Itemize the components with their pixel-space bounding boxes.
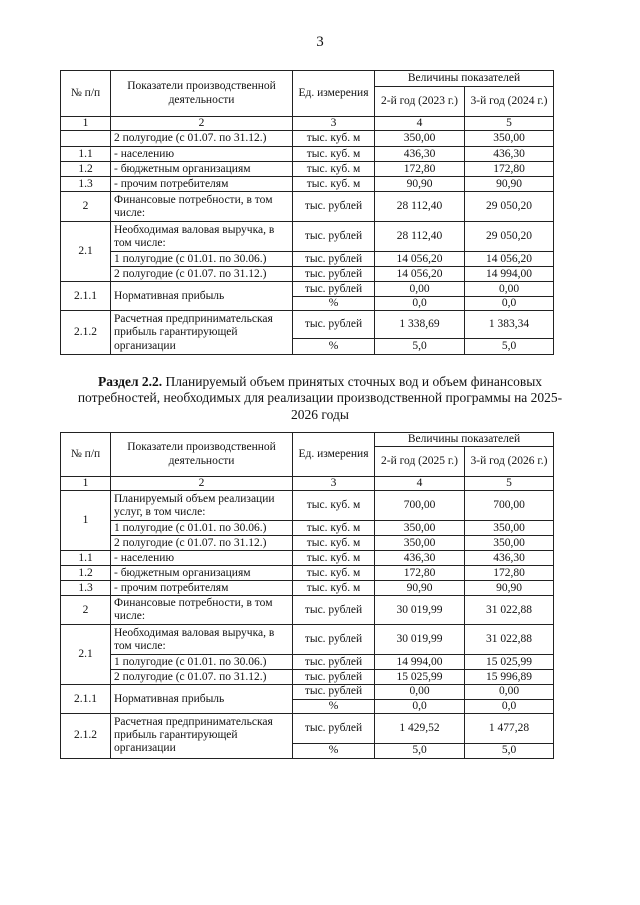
table-row: [61, 521, 554, 536]
table-cell: 30 019,99: [375, 625, 465, 655]
table-row: [61, 670, 554, 685]
table-cell: тыс. куб. м: [293, 581, 375, 596]
table-cell: - прочим потребителям: [111, 581, 293, 596]
table-cell: 436,30: [375, 551, 465, 566]
table-cell: 30 019,99: [375, 596, 465, 625]
table-cell: 4: [375, 117, 465, 131]
table-cell: 2 полугодие (с 01.07. по 31.12.): [111, 267, 293, 282]
table-cell: тыс. рублей: [293, 252, 375, 267]
section-label: Раздел 2.2.: [97, 374, 163, 389]
table-row: [61, 267, 554, 282]
table-row: [61, 252, 554, 267]
table-cell: тыс. рублей: [293, 655, 375, 670]
table-cell: 5,0: [465, 743, 554, 758]
table-row: [61, 536, 554, 551]
table-row: [61, 625, 554, 655]
table-cell: 700,00: [465, 491, 554, 521]
table-cell: тыс. рублей: [293, 311, 375, 339]
table-cell: 28 112,40: [375, 192, 465, 222]
table-row: [61, 311, 554, 339]
table-cell: 1: [61, 491, 111, 551]
table-cell: 2 полугодие (с 01.07. по 31.12.): [111, 131, 293, 147]
table-cell: 15 025,99: [465, 655, 554, 670]
table-2023-2024: [60, 70, 554, 355]
table-cell: 1 полугодие (с 01.01. по 30.06.): [111, 252, 293, 267]
table-cell: тыс. куб. м: [293, 131, 375, 147]
table-cell: 28 112,40: [375, 222, 465, 252]
table-cell: тыс. рублей: [293, 625, 375, 655]
table-cell: 4: [375, 477, 465, 491]
table-row: [61, 655, 554, 670]
section-title: Планируемый объем принятых сточных вод и объем финансовых потребностей, необходимых для реализации производственной программы на 2025-2026 годы: [77, 374, 563, 422]
table-row: [61, 581, 554, 596]
table-cell: тыс. куб. м: [293, 536, 375, 551]
table-cell: - бюджетным организациям: [111, 162, 293, 177]
table-cell: тыс. куб. м: [293, 551, 375, 566]
header-indicator: Показатели производственной деятельности: [111, 433, 293, 477]
table-cell: 29 050,20: [465, 222, 554, 252]
page-number: 3: [316, 34, 324, 50]
table-cell: 350,00: [375, 521, 465, 536]
table-row: [61, 192, 554, 222]
table-cell: тыс. рублей: [293, 713, 375, 743]
table-row: [61, 177, 554, 192]
table-cell: 2: [111, 477, 293, 491]
header-year-3: 3-й год (2024 г.): [465, 87, 554, 117]
table-cell: 0,00: [375, 282, 465, 297]
table-cell: Расчетная предпринимательская прибыль гарантирующей организации: [111, 713, 293, 758]
table-cell: 1.1: [61, 551, 111, 566]
table-cell: 350,00: [465, 536, 554, 551]
table-cell: 436,30: [465, 147, 554, 162]
table-cell: 2: [61, 596, 111, 625]
table-cell: 172,80: [465, 162, 554, 177]
table-cell: тыс. куб. м: [293, 177, 375, 192]
table-cell: 172,80: [375, 566, 465, 581]
table-cell: тыс. рублей: [293, 222, 375, 252]
table-cell: 5: [465, 117, 554, 131]
table-cell: 0,00: [375, 685, 465, 699]
header-unit: Ед. измерения: [293, 71, 375, 117]
table-cell: 700,00: [375, 491, 465, 521]
table-cell: тыс. куб. м: [293, 566, 375, 581]
header-indicator: Показатели производственной деятельности: [111, 71, 293, 117]
table-cell: 350,00: [465, 521, 554, 536]
table-row: [61, 222, 554, 252]
header-unit: Ед. измерения: [293, 433, 375, 477]
table-cell: [61, 131, 111, 147]
table-cell: 90,90: [465, 581, 554, 596]
header-year-3: 3-й год (2026 г.): [465, 447, 554, 477]
table-cell: 90,90: [375, 581, 465, 596]
table-cell: 5,0: [375, 743, 465, 758]
table-cell: тыс. рублей: [293, 267, 375, 282]
table-cell: 3: [293, 117, 375, 131]
table-cell: 1.3: [61, 581, 111, 596]
table-2025-2026: [60, 432, 554, 759]
table-row: [61, 713, 554, 743]
table-cell: 1.3: [61, 177, 111, 192]
header-values: Величины показателей: [375, 71, 554, 87]
table-cell: 350,00: [375, 536, 465, 551]
table-cell: Планируемый объем реализации услуг, в том числе:: [111, 491, 293, 521]
table-cell: 0,00: [465, 685, 554, 699]
table-cell: 1: [61, 477, 111, 491]
table-cell: 14 994,00: [465, 267, 554, 282]
table-cell: 14 056,20: [465, 252, 554, 267]
table-cell: 5,0: [375, 339, 465, 355]
table-cell: тыс. рублей: [293, 670, 375, 685]
table-row: [61, 566, 554, 581]
table-cell: 2: [61, 192, 111, 222]
table-cell: - населению: [111, 551, 293, 566]
table-cell: 2 полугодие (с 01.07. по 31.12.): [111, 670, 293, 685]
table-cell: тыс. куб. м: [293, 147, 375, 162]
table-cell: тыс. куб. м: [293, 162, 375, 177]
table-cell: 1: [61, 117, 111, 131]
table-row: [61, 491, 554, 521]
table-cell: Нормативная прибыль: [111, 282, 293, 311]
table-cell: 172,80: [465, 566, 554, 581]
table-cell: 5: [465, 477, 554, 491]
table-cell: 2 полугодие (с 01.07. по 31.12.): [111, 536, 293, 551]
table-cell: 2.1.1: [61, 685, 111, 713]
table-cell: 2: [111, 117, 293, 131]
table-cell: 1.1: [61, 147, 111, 162]
table-cell: Необходимая валовая выручка, в том числе:: [111, 222, 293, 252]
table-cell: %: [293, 297, 375, 311]
table-cell: 31 022,88: [465, 625, 554, 655]
table-row: [61, 147, 554, 162]
table-cell: Расчетная предпринимательская прибыль гарантирующей организации: [111, 311, 293, 355]
table-cell: 0,0: [375, 297, 465, 311]
table-row: [61, 551, 554, 566]
table-cell: 3: [293, 477, 375, 491]
header-num: № п/п: [61, 71, 111, 117]
table-cell: 1 429,52: [375, 713, 465, 743]
table-cell: 2.1.2: [61, 311, 111, 355]
table-cell: тыс. рублей: [293, 685, 375, 699]
table-cell: %: [293, 743, 375, 758]
table-cell: тыс. рублей: [293, 192, 375, 222]
table-cell: 90,90: [465, 177, 554, 192]
table-cell: 1 338,69: [375, 311, 465, 339]
table-cell: тыс. рублей: [293, 596, 375, 625]
table-cell: - прочим потребителям: [111, 177, 293, 192]
table-cell: - бюджетным организациям: [111, 566, 293, 581]
table-cell: 1 полугодие (с 01.01. по 30.06.): [111, 521, 293, 536]
table-cell: Финансовые потребности, в том числе:: [111, 596, 293, 625]
header-values: Величины показателей: [375, 433, 554, 447]
table-cell: 14 056,20: [375, 267, 465, 282]
table-cell: Нормативная прибыль: [111, 685, 293, 713]
table-cell: 0,0: [465, 699, 554, 713]
column-number-row: [61, 117, 554, 131]
table-cell: 1.2: [61, 566, 111, 581]
table-cell: 350,00: [375, 131, 465, 147]
table-cell: тыс. рублей: [293, 282, 375, 297]
table-cell: 2.1.1: [61, 282, 111, 311]
table-cell: Необходимая валовая выручка, в том числе:: [111, 625, 293, 655]
table-cell: 1 полугодие (с 01.01. по 30.06.): [111, 655, 293, 670]
table-cell: %: [293, 339, 375, 355]
table-cell: тыс. куб. м: [293, 521, 375, 536]
table-cell: - населению: [111, 147, 293, 162]
table-cell: 0,00: [465, 282, 554, 297]
table-cell: Финансовые потребности, в том числе:: [111, 192, 293, 222]
table-cell: 2.1.2: [61, 713, 111, 758]
table-cell: 172,80: [375, 162, 465, 177]
table-cell: 29 050,20: [465, 192, 554, 222]
table-cell: 436,30: [375, 147, 465, 162]
table-cell: %: [293, 699, 375, 713]
table-row: [61, 685, 554, 699]
table-row: [61, 131, 554, 147]
table-cell: 14 056,20: [375, 252, 465, 267]
table-cell: 90,90: [375, 177, 465, 192]
table-cell: 350,00: [465, 131, 554, 147]
section-heading: [70, 374, 570, 423]
table-cell: 0,0: [375, 699, 465, 713]
table-cell: тыс. куб. м: [293, 491, 375, 521]
table-cell: 0,0: [465, 297, 554, 311]
table-cell: 436,30: [465, 551, 554, 566]
column-number-row: [61, 477, 554, 491]
header-year-2: 2-й год (2025 г.): [375, 447, 465, 477]
table-cell: 1.2: [61, 162, 111, 177]
table-cell: 15 025,99: [375, 670, 465, 685]
header-year-2: 2-й год (2023 г.): [375, 87, 465, 117]
table-row: [61, 282, 554, 297]
table-row: [61, 596, 554, 625]
table-cell: 2.1: [61, 222, 111, 282]
table-cell: 31 022,88: [465, 596, 554, 625]
table-cell: 15 996,89: [465, 670, 554, 685]
table-cell: 14 994,00: [375, 655, 465, 670]
table-cell: 2.1: [61, 625, 111, 685]
table-cell: 1 383,34: [465, 311, 554, 339]
table-row: [61, 162, 554, 177]
table-cell: 5,0: [465, 339, 554, 355]
header-num: № п/п: [61, 433, 111, 477]
table-cell: 1 477,28: [465, 713, 554, 743]
